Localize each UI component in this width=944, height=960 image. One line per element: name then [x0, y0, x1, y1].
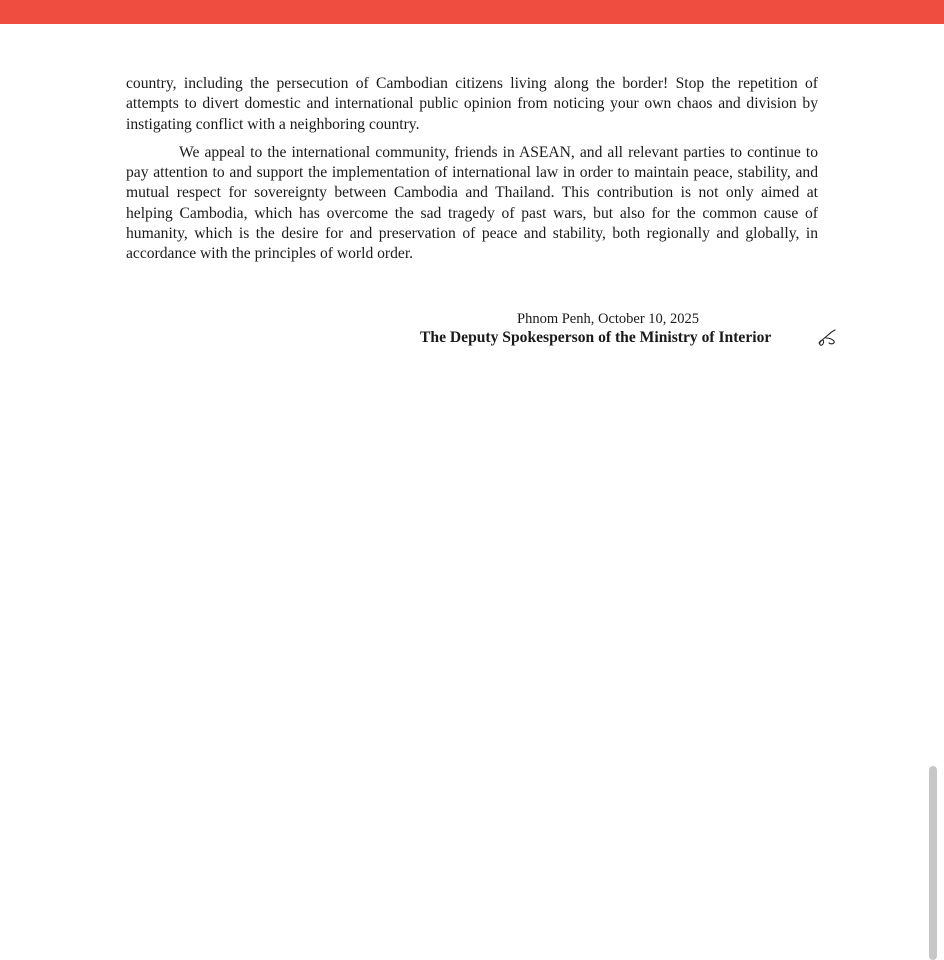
document-body [126, 74, 818, 265]
document-page [0, 24, 944, 960]
handwritten-signature-icon [816, 326, 838, 348]
paragraph-continuation: country, including the persecution of Cambodian citizens living along the border! Stop the repetition of attempts to divert domestic and international public opinion from noticing your own chaos and division by instigating conflict with a neighboring country. [126, 75, 818, 133]
top-color-bar [0, 0, 944, 24]
signatory-title: The Deputy Spokesperson of the Ministry of Interior [420, 329, 772, 346]
place-and-date: Phnom Penh, October 10, 2025 [517, 311, 700, 327]
scrollbar-thumb[interactable] [929, 766, 937, 960]
paragraph-appeal: We appeal to the international community, friends in ASEAN, and all relevant parties to continue to pay attention to and support the implementation of international law in order to maintain peace, stability, and mutual respect for sovereignty between Cambodia and Thailand. This contribution is not only aimed at helping Cambodia, which has overcome the sad tragedy of past wars, but also for the common cause of humanity, which is the desire for and preservation of peace and stability, both regionally and globally, in accordance with the principles of world order. [126, 143, 818, 263]
